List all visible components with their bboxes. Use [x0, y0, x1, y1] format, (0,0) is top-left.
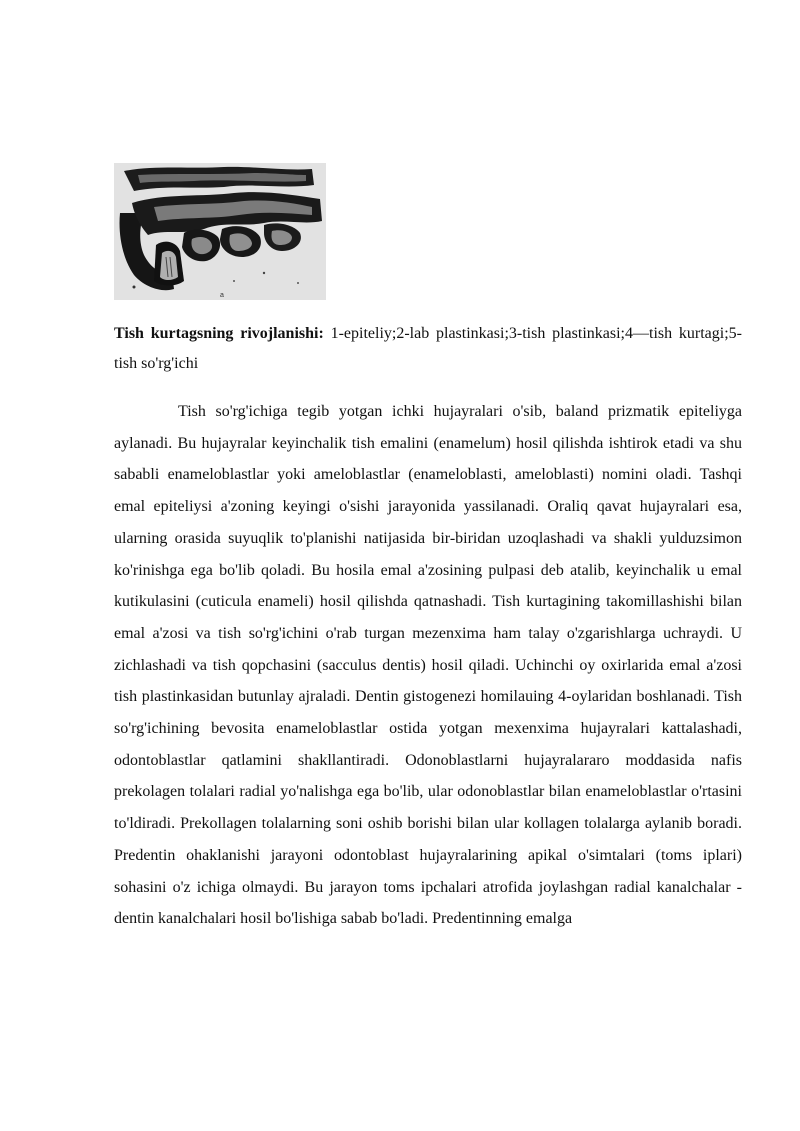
body-paragraph: Tish so'rg'ichiga tegib yotgan ichki hujayralari o'sib, baland prizmatik epiteliyga aylanadi. Bu hujayralar keyinchalik tish emalini (enamelum) hosil qilishda ishtirok etadi va shu sababli enameloblastlar yoki ameloblastlar (enameloblasti, ameloblasti) nomini oladi. Tashqi emal epiteliysi a'zoning keyingi o'sishi jarayonida yassilanadi. Oraliq qavat hujayralari esa, ularning orasida suyuqlik to'planishi natijasida bir-biridan uzoqlashadi va shakli yulduzsimon ko'rinishga ega bo'lib qoladi. Bu hosila emal a'zosining pulpasi deb atalib, keyinchalik u emal kutikulasini (cuticula enameli) hosil qilishda qatnashadi. Tish kurtagining takomillashishi bilan emal a'zosi va tish so'rg'ichini o'rab turgan mezenxima ham talay o'zgarishlarga uchraydi. U zichlashadi va tish qopchasini (sacculus dentis) hosil qiladi. Uchinchi oy oxirlarida emal a'zosi tish plastinkasidan butunlay ajraladi. Dentin gistogenezi homilauing 4-oylaridan boshlanadi. Tish so'rg'ichining bevosita enameloblastlar ostida yotgan mexenxima hujayralari kattalashadi, odontoblastlar qatlamini shakllantiradi. Odonoblastlarni hujayralararo moddasida nafis prekolagen tolalari radial yo'nalishga ega bo'lib, ular odonoblastlar bilan enameloblastlar o'rtasini to'ldiradi. Prekollagen tolalarning soni oshib borishi bilan ular kollagen tolalarga aylanib boradi. Predentin ohaklanishi jarayoni odontoblast hujayralarining apikal o'simtalari (toms iplari) sohasini o'z ichiga olmaydi. Bu jarayon toms ipchalari atrofida joylashgan radial kanalchalar - dentin kanalchalari hosil bo'lishiga sabab bo'ladi. Predentinning emalga — [114, 403, 742, 928]
caption-text: 1-epiteliy;2-lab plastinkasi;3-tish plastinkasi;4—tish kurtagi;5-tish so'rg'ichi — [114, 325, 742, 372]
tooth-germ-figure — [114, 163, 326, 300]
figure-label: a — [220, 292, 224, 299]
figure-caption — [114, 319, 742, 379]
tooth-germ-illustration — [114, 163, 326, 300]
caption-title: Tish kurtagsning rivojlanishi: — [114, 325, 324, 342]
